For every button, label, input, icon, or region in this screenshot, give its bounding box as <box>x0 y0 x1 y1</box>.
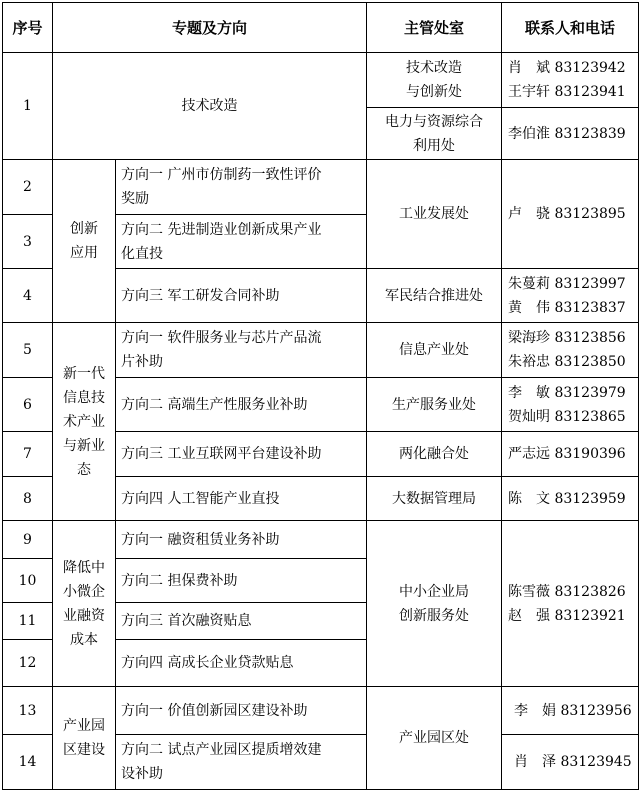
dept-line: 创新服务处 <box>399 607 469 624</box>
direction-line: 奖励 <box>121 191 149 207</box>
contact-line: 陈雪薇 83123826 <box>508 583 626 600</box>
header-dept: 主管处室 <box>367 3 502 53</box>
contact-line: 黄 伟 83123837 <box>508 299 626 316</box>
dept-line: 电力与资源综合 <box>385 113 483 130</box>
table-row <box>3 323 639 378</box>
direction-line: 方向一 广州市仿制药一致性评价 <box>121 167 322 183</box>
dept-cell <box>367 53 502 108</box>
contact-cell: 李 娟 83123956 <box>502 687 639 735</box>
group-label-line: 信息技 <box>63 389 105 406</box>
row-number: 6 <box>3 378 53 432</box>
direction-line: 设补助 <box>121 766 163 782</box>
group-label-line: 小微企 <box>63 583 105 600</box>
dept-cell: 大数据管理局 <box>367 477 502 521</box>
direction-cell: 方向一 价值创新园区建设补助 <box>116 687 367 735</box>
row-number: 8 <box>3 477 53 521</box>
direction-line: 方向二 先进制造业创新成果产业 <box>121 221 322 238</box>
direction-cell: 方向二 高端生产性服务业补助 <box>116 378 367 432</box>
dept-line: 中小企业局 <box>399 583 469 600</box>
contact-line: 贺灿明 83123865 <box>508 408 626 425</box>
group-label-line: 产业园 <box>63 718 105 734</box>
contact-cell: 卢 骁 83123895 <box>502 160 639 269</box>
direction-line: 方向一 软件服务业与芯片产品流 <box>121 330 322 346</box>
group-label-line: 术产业 <box>63 413 105 430</box>
contact-cell: 严志远 83190396 <box>502 432 639 477</box>
direction-line: 片补助 <box>121 354 163 370</box>
direction-cell: 方向二 担保费补助 <box>116 559 367 603</box>
group-label-sme-financing <box>53 521 116 687</box>
row-number: 4 <box>3 269 53 323</box>
dept-cell: 生产服务业处 <box>367 378 502 432</box>
group-label-industrial-park <box>53 687 116 790</box>
row-number: 9 <box>3 521 53 559</box>
group-label-line: 成本 <box>70 631 98 648</box>
contact-line: 赵 强 83123921 <box>508 607 626 624</box>
contact-line: 肖 斌 83123942 <box>508 60 626 76</box>
contact-cell: 陈 文 83123959 <box>502 477 639 521</box>
group-label-line: 应用 <box>70 245 98 261</box>
contact-cell: 李伯淮 83123839 <box>502 108 639 160</box>
group-label-innovation <box>53 160 116 323</box>
table-row <box>3 521 639 559</box>
dept-cell: 工业发展处 <box>367 160 502 269</box>
dept-cell <box>367 521 502 687</box>
table-row <box>3 687 639 735</box>
header-contact: 联系人和电话 <box>502 3 639 53</box>
dept-cell: 信息产业处 <box>367 323 502 378</box>
topic-cell: 技术改造 <box>53 53 367 160</box>
group-label-line: 与新业 <box>63 437 105 454</box>
header-row <box>3 3 639 53</box>
direction-cell: 方向三 首次融资贴息 <box>116 603 367 640</box>
row-number: 7 <box>3 432 53 477</box>
row-number: 2 <box>3 160 53 215</box>
project-contact-table <box>2 2 639 790</box>
contact-cell <box>502 521 639 687</box>
contact-line: 王宇轩 83123941 <box>508 84 626 100</box>
row-number: 14 <box>3 735 53 790</box>
dept-line: 技术改造 <box>406 60 462 76</box>
contact-cell: 肖 泽 83123945 <box>502 735 639 790</box>
direction-line: 方向二 试点产业园区提质增效建 <box>121 742 322 758</box>
direction-cell: 方向三 军工研发合同补助 <box>116 269 367 323</box>
table-row <box>3 160 639 215</box>
group-label-line: 创新 <box>70 221 98 237</box>
contact-cell <box>502 378 639 432</box>
row-number: 13 <box>3 687 53 735</box>
direction-cell: 方向四 高成长企业贷款贴息 <box>116 640 367 687</box>
dept-line: 利用处 <box>413 137 455 154</box>
row-number: 11 <box>3 603 53 640</box>
group-label-new-generation-it <box>53 323 116 521</box>
contact-line: 朱裕忠 83123850 <box>508 354 626 370</box>
dept-line: 与创新处 <box>406 84 462 100</box>
direction-line: 化直投 <box>121 245 163 262</box>
group-label-line: 新一代 <box>63 365 105 382</box>
group-label-line: 态 <box>77 461 91 478</box>
group-label-line: 区建设 <box>63 742 105 758</box>
dept-cell <box>367 108 502 160</box>
direction-cell: 方向四 人工智能产业直投 <box>116 477 367 521</box>
row-number: 3 <box>3 215 53 269</box>
contact-line: 梁海珍 83123856 <box>508 330 626 346</box>
contact-line: 朱蔓莉 83123997 <box>508 275 626 292</box>
contact-cell <box>502 269 639 323</box>
direction-cell <box>116 735 367 790</box>
direction-cell <box>116 323 367 378</box>
header-topic: 专题及方向 <box>53 3 367 53</box>
dept-cell: 军民结合推进处 <box>367 269 502 323</box>
row-number: 12 <box>3 640 53 687</box>
row-number: 10 <box>3 559 53 603</box>
direction-cell: 方向三 工业互联网平台建设补助 <box>116 432 367 477</box>
direction-cell <box>116 160 367 215</box>
table-row <box>3 53 639 108</box>
dept-cell: 两化融合处 <box>367 432 502 477</box>
header-seq: 序号 <box>3 3 53 53</box>
contact-line: 李 敏 83123979 <box>508 384 626 401</box>
group-label-line: 业融资 <box>63 607 105 624</box>
group-label-line: 降低中 <box>63 559 105 576</box>
row-number: 5 <box>3 323 53 378</box>
row-number: 1 <box>3 53 53 160</box>
dept-cell: 产业园区处 <box>367 687 502 790</box>
direction-cell <box>116 215 367 269</box>
contact-cell <box>502 323 639 378</box>
direction-cell: 方向一 融资租赁业务补助 <box>116 521 367 559</box>
contact-cell <box>502 53 639 108</box>
